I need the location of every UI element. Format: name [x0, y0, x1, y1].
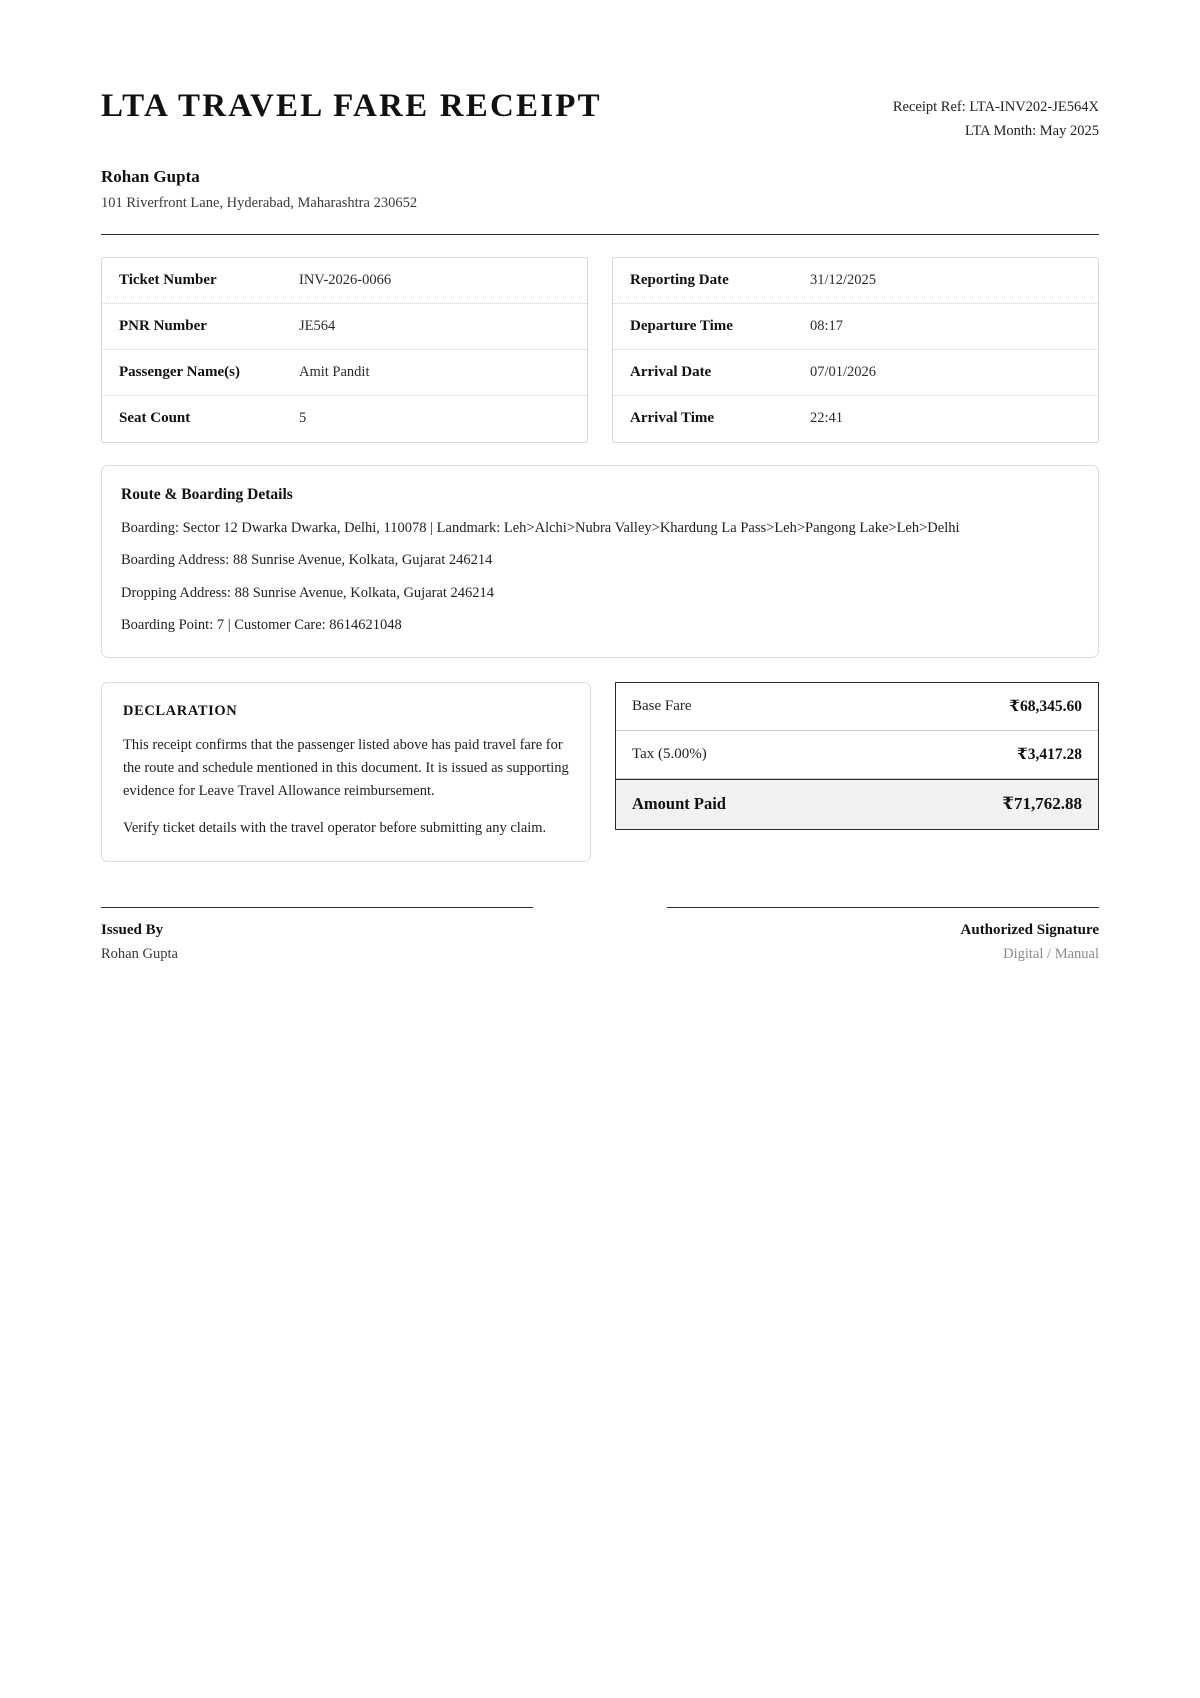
detail-value: 08:17 — [810, 317, 844, 334]
receipt-ref: Receipt Ref: LTA-INV202-JE564X — [892, 99, 1099, 115]
issued-by-block — [101, 907, 533, 963]
detail-label: Ticket Number — [119, 271, 217, 288]
signature-subtitle: Digital / Manual — [1003, 946, 1099, 963]
receipt-reference-block — [893, 88, 1099, 144]
table-row — [613, 396, 1098, 442]
route-boarding-address: Boarding Address: 88 Sunrise Avenue, Kolkata, Gujarat 246214 — [121, 552, 493, 569]
route-boarding-panel — [101, 465, 1099, 658]
declaration-paragraph-1: This receipt confirms that the passenger listed above has paid travel fare for the route and schedule mentioned in this document. It is issued as supporting evidence for Leave Travel Allowance reimbursement. — [123, 736, 569, 799]
amount-paid-row — [616, 779, 1098, 829]
route-panel-title: Route & Boarding Details — [121, 485, 293, 503]
party-name: Rohan Gupta — [101, 166, 200, 186]
base-fare-row — [616, 683, 1098, 731]
detail-label: Passenger Name(s) — [119, 363, 240, 380]
detail-label: PNR Number — [119, 317, 207, 334]
signature-title: Authorized Signature — [960, 922, 1099, 939]
signature-rule — [667, 907, 1099, 908]
ticket-details-table — [101, 257, 588, 443]
route-boarding-line: Boarding: Sector 12 Dwarka Dwarka, Delhi, 110078 | Landmark: Leh>Alchi>Nubra Valley>Khardung La Pass>Leh>Pangong Lake>Leh>Delhi — [121, 519, 960, 536]
detail-label: Departure Time — [630, 317, 733, 334]
detail-value: 22:41 — [810, 410, 844, 427]
table-row — [613, 258, 1098, 304]
schedule-details-table — [612, 257, 1099, 443]
table-row — [102, 304, 587, 350]
declaration-panel — [101, 682, 591, 863]
detail-label: Arrival Date — [630, 363, 712, 380]
page-title: LTA TRAVEL FARE RECEIPT — [101, 88, 602, 124]
party-address: 101 Riverfront Lane, Hyderabad, Maharashtra 230652 — [101, 194, 418, 211]
fare-summary-table — [615, 682, 1099, 830]
detail-value: Amit Pandit — [299, 363, 370, 380]
amount-paid-amount: ₹71,762.88 — [1002, 794, 1082, 814]
amount-paid-label: Amount Paid — [632, 794, 726, 814]
header-divider — [101, 234, 1099, 235]
detail-label: Arrival Time — [630, 410, 715, 427]
lower-section — [101, 682, 1099, 863]
issued-by-name: Rohan Gupta — [101, 946, 178, 963]
declaration-title: DECLARATION — [123, 702, 238, 719]
base-fare-label: Base Fare — [632, 697, 692, 714]
detail-value: 31/12/2025 — [810, 271, 877, 288]
details-tables — [101, 257, 1099, 443]
detail-value: 5 — [299, 410, 307, 427]
declaration-paragraph-2: Verify ticket details with the travel operator before submitting any claim. — [123, 819, 547, 836]
tax-label: Tax (5.00%) — [632, 745, 707, 762]
table-row — [102, 258, 587, 304]
detail-value: JE564 — [299, 317, 336, 334]
authorized-signature-block — [667, 907, 1099, 963]
table-row — [102, 396, 587, 442]
issued-by-rule — [101, 907, 533, 908]
table-row — [613, 304, 1098, 350]
lta-month: LTA Month: May 2025 — [964, 122, 1099, 139]
detail-label: Reporting Date — [630, 271, 729, 288]
document-header — [101, 88, 1099, 144]
detail-value: 07/01/2026 — [810, 363, 877, 380]
table-row — [613, 350, 1098, 396]
route-dropping-address: Dropping Address: 88 Sunrise Avenue, Kolkata, Gujarat 246214 — [121, 584, 495, 601]
issued-by-title: Issued By — [101, 922, 164, 939]
tax-amount: ₹3,417.28 — [1016, 746, 1082, 764]
detail-label: Seat Count — [119, 410, 191, 427]
route-boarding-point: Boarding Point: 7 | Customer Care: 8614621048 — [121, 617, 402, 634]
signature-area — [101, 907, 1099, 963]
base-fare-amount: ₹68,345.60 — [1009, 698, 1082, 716]
detail-value: INV-2026-0066 — [299, 271, 392, 288]
tax-row — [616, 731, 1098, 779]
table-row — [102, 350, 587, 396]
